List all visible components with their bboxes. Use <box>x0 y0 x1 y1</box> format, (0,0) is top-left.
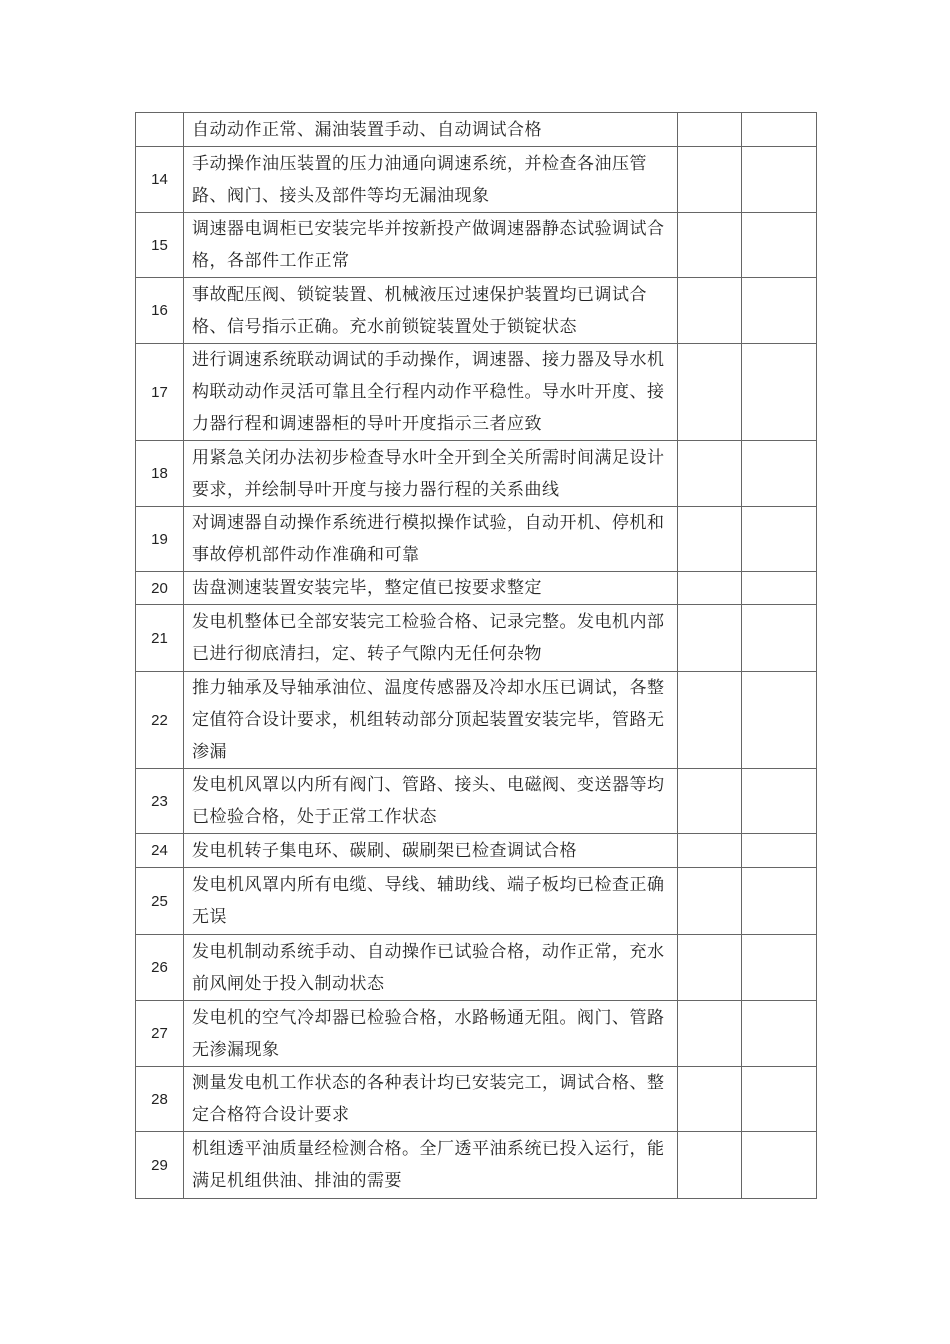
check-cell-b[interactable] <box>742 769 817 834</box>
check-cell-b[interactable] <box>742 278 817 344</box>
check-cell-a[interactable] <box>678 213 742 278</box>
check-cell-a[interactable] <box>678 935 742 1001</box>
table-row <box>136 1067 817 1132</box>
row-description: 推力轴承及导轴承油位、温度传感器及冷却水压已调试，各整定值符合设计要求，机组转动部分顶起装置安装完毕，管路无渗漏 <box>184 672 678 769</box>
row-number: 25 <box>136 868 184 935</box>
check-cell-b[interactable] <box>742 605 817 672</box>
check-cell-a[interactable] <box>678 507 742 572</box>
row-description: 进行调速系统联动调试的手动操作，调速器、接力器及导水机构联动动作灵活可靠且全行程内动作平稳性。导水叶开度、接力器行程和调速器柜的导叶开度指示三者应致 <box>184 344 678 441</box>
check-cell-a[interactable] <box>678 147 742 213</box>
check-cell-a[interactable] <box>678 113 742 147</box>
check-cell-a[interactable] <box>678 769 742 834</box>
checklist-table <box>135 112 817 1199</box>
check-cell-a[interactable] <box>678 1067 742 1132</box>
row-number: 29 <box>136 1132 184 1199</box>
check-cell-b[interactable] <box>742 147 817 213</box>
row-description: 对调速器自动操作系统进行模拟操作试验，自动开机、停机和事故停机部件动作准确和可靠 <box>184 507 678 572</box>
check-cell-b[interactable] <box>742 344 817 441</box>
table-row <box>136 834 817 868</box>
check-cell-a[interactable] <box>678 441 742 507</box>
table-row <box>136 507 817 572</box>
row-number: 20 <box>136 572 184 605</box>
table-row <box>136 278 817 344</box>
row-description: 测量发电机工作状态的各种表计均已安装完工，调试合格、整定合格符合设计要求 <box>184 1067 678 1132</box>
table-row <box>136 113 817 147</box>
checklist-sheet <box>135 112 816 1199</box>
row-description: 机组透平油质量经检测合格。全厂透平油系统已投入运行，能满足机组供油、排油的需要 <box>184 1132 678 1199</box>
row-description: 发电机制动系统手动、自动操作已试验合格，动作正常，充水前风闸处于投入制动状态 <box>184 935 678 1001</box>
row-number <box>136 113 184 147</box>
row-number: 22 <box>136 672 184 769</box>
row-number: 23 <box>136 769 184 834</box>
check-cell-a[interactable] <box>678 572 742 605</box>
row-description: 发电机风罩内所有电缆、导线、辅助线、端子板均已检查正确无误 <box>184 868 678 935</box>
check-cell-b[interactable] <box>742 441 817 507</box>
check-cell-a[interactable] <box>678 344 742 441</box>
row-number: 26 <box>136 935 184 1001</box>
row-description: 发电机转子集电环、碳刷、碳刷架已检查调试合格 <box>184 834 678 868</box>
table-row <box>136 769 817 834</box>
check-cell-b[interactable] <box>742 572 817 605</box>
table-row <box>136 572 817 605</box>
row-description: 手动操作油压装置的压力油通向调速系统，并检查各油压管路、阀门、接头及部件等均无漏油现象 <box>184 147 678 213</box>
row-description: 齿盘测速装置安装完毕，整定值已按要求整定 <box>184 572 678 605</box>
check-cell-a[interactable] <box>678 1001 742 1067</box>
check-cell-b[interactable] <box>742 213 817 278</box>
table-row <box>136 868 817 935</box>
check-cell-a[interactable] <box>678 868 742 935</box>
check-cell-b[interactable] <box>742 1132 817 1199</box>
check-cell-b[interactable] <box>742 507 817 572</box>
row-number: 19 <box>136 507 184 572</box>
row-description: 事故配压阀、锁锭装置、机械液压过速保护装置均已调试合格、信号指示正确。充水前锁锭装置处于锁锭状态 <box>184 278 678 344</box>
row-number: 24 <box>136 834 184 868</box>
check-cell-a[interactable] <box>678 1132 742 1199</box>
table-row <box>136 672 817 769</box>
row-description: 发电机的空气冷却器已检验合格，水路畅通无阻。阀门、管路无渗漏现象 <box>184 1001 678 1067</box>
table-row <box>136 147 817 213</box>
table-row <box>136 935 817 1001</box>
row-number: 14 <box>136 147 184 213</box>
check-cell-b[interactable] <box>742 672 817 769</box>
row-number: 28 <box>136 1067 184 1132</box>
row-number: 17 <box>136 344 184 441</box>
check-cell-a[interactable] <box>678 278 742 344</box>
row-description: 用紧急关闭办法初步检查导水叶全开到全关所需时间满足设计要求，并绘制导叶开度与接力器行程的关系曲线 <box>184 441 678 507</box>
checklist-rows <box>136 113 817 1199</box>
check-cell-b[interactable] <box>742 1001 817 1067</box>
row-number: 15 <box>136 213 184 278</box>
check-cell-a[interactable] <box>678 605 742 672</box>
check-cell-b[interactable] <box>742 113 817 147</box>
table-row <box>136 441 817 507</box>
check-cell-a[interactable] <box>678 834 742 868</box>
table-row <box>136 344 817 441</box>
row-description: 自动动作正常、漏油装置手动、自动调试合格 <box>184 113 678 147</box>
check-cell-b[interactable] <box>742 1067 817 1132</box>
check-cell-b[interactable] <box>742 834 817 868</box>
table-row <box>136 213 817 278</box>
row-number: 21 <box>136 605 184 672</box>
row-number: 16 <box>136 278 184 344</box>
row-number: 18 <box>136 441 184 507</box>
check-cell-a[interactable] <box>678 672 742 769</box>
row-number: 27 <box>136 1001 184 1067</box>
table-row <box>136 1132 817 1199</box>
table-row <box>136 605 817 672</box>
check-cell-b[interactable] <box>742 868 817 935</box>
row-description: 发电机风罩以内所有阀门、管路、接头、电磁阀、变送器等均已检验合格，处于正常工作状态 <box>184 769 678 834</box>
row-description: 调速器电调柜已安装完毕并按新投产做调速器静态试验调试合格，各部件工作正常 <box>184 213 678 278</box>
row-description: 发电机整体已全部安装完工检验合格、记录完整。发电机内部已进行彻底清扫，定、转子气隙内无任何杂物 <box>184 605 678 672</box>
table-row <box>136 1001 817 1067</box>
check-cell-b[interactable] <box>742 935 817 1001</box>
